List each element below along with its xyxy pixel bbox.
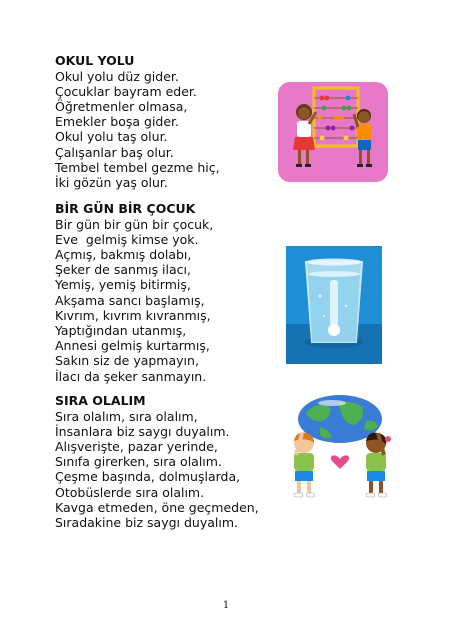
poem-line: Kıvrım, kıvrım kıvranmış, (55, 307, 211, 323)
poem-lines (55, 217, 285, 384)
poem-line: Sakın siz de yapmayın, (55, 353, 199, 369)
poem-sira-olalim (55, 393, 285, 530)
poem-line: Yaptığından utanmış, (55, 322, 187, 338)
poem-line: Okul yolu taş olur. (55, 129, 168, 145)
poem-line: Çeşme başında, dolmuşlarda, (55, 469, 241, 485)
poem-line: Eve gelmiş kimse yok. (55, 231, 199, 247)
poem-line: Şeker de sanmış ilacı, (55, 262, 191, 278)
poem-line: Emekler boşa gider. (55, 114, 180, 130)
poem-title: OKUL YOLU (55, 53, 135, 68)
poem-line: Sıra olalım, sıra olalım, (55, 408, 198, 424)
poem-line: Çocuklar bayram eder. (55, 83, 197, 99)
poem-line: Öğretmenler olmasa, (55, 98, 188, 114)
poem-line: Kavga etmeden, öne geçmeden, (55, 499, 259, 515)
poem-lines (55, 409, 285, 531)
page-number: 1 (222, 600, 230, 611)
poem-line: Açmış, bakmış dolabı, (55, 246, 192, 262)
poem-bir-gun-bir-cocuk (55, 201, 285, 384)
poem-line: Bir gün bir gün bir çocuk, (55, 216, 214, 232)
poem-title: SIRA OLALIM (55, 393, 146, 408)
poem-line: Sıradakine biz saygı duyalım. (55, 514, 239, 530)
poem-line: İki gözün yaş olur. (55, 174, 168, 190)
poem-lines (55, 69, 285, 191)
poem-line: Yemiş, yemiş bitirmiş, (55, 277, 191, 293)
poem-title: BİR GÜN BİR ÇOCUK (55, 201, 196, 216)
poem-line: Annesi gelmiş kurtarmış, (55, 338, 210, 354)
poem-line: Tembel tembel gezme hiç, (55, 159, 220, 175)
poem-line: İlacı da şeker sanmayın. (55, 368, 207, 384)
heart-icon (331, 455, 349, 469)
children-with-abacus-illustration (278, 82, 388, 182)
glass-of-water-illustration (286, 246, 382, 364)
children-holding-earth-illustration (282, 393, 398, 505)
poem-line: İnsanlara biz saygı duyalım. (55, 423, 230, 439)
poem-line: Alışverişte, pazar yerinde, (55, 438, 218, 454)
poem-line: Akşama sancı başlamış, (55, 292, 205, 308)
poem-line: Okul yolu düz gider. (55, 68, 179, 84)
poem-okul-yolu (55, 53, 285, 190)
poem-line: Çalışanlar baş olur. (55, 144, 174, 160)
poem-line: Otobüslerde sıra olalım. (55, 484, 205, 500)
poem-line: Sınıfa girerken, sıra olalım. (55, 454, 222, 470)
